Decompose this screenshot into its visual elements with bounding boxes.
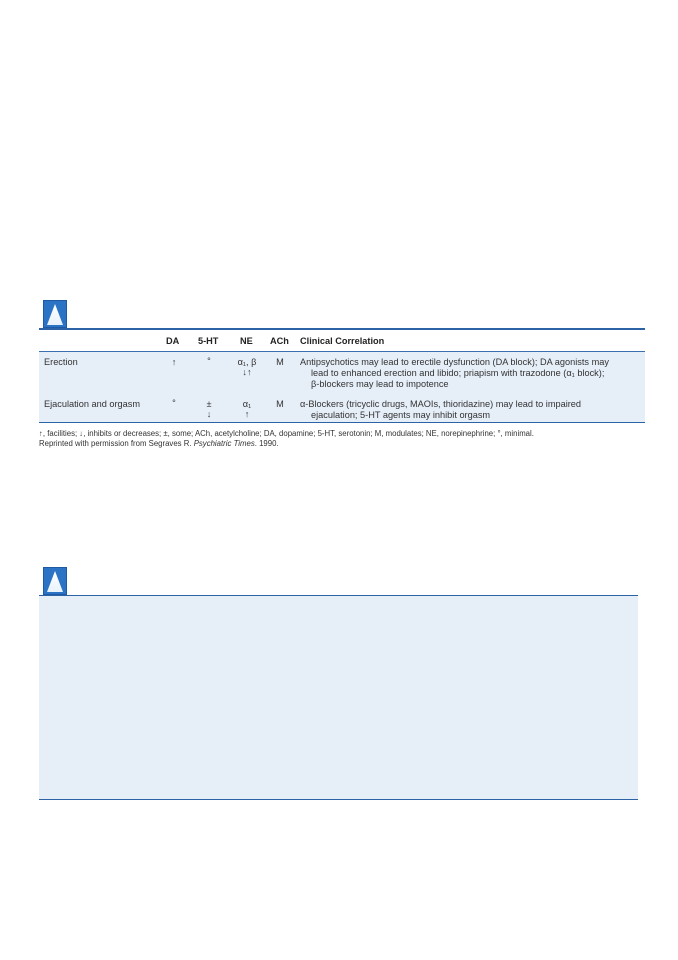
footnote-source-prefix: Reprinted with permission from Segraves R. [39, 438, 194, 448]
empty-table-box [39, 595, 638, 800]
row1-da: ↑ [171, 357, 177, 367]
header-ne: NE [240, 336, 253, 346]
header-clinical-correlation: Clinical Correlation [300, 336, 385, 346]
table-marker-icon [43, 567, 67, 595]
row1-ach: M [276, 357, 284, 367]
row-label-ejaculation: Ejaculation and orgasm [44, 399, 141, 409]
row1-ne-bottom: ↓↑ [242, 367, 252, 377]
row2-da: ° [172, 398, 176, 408]
row2-ach: M [276, 399, 284, 409]
row2-5ht-bottom: ↓ [206, 409, 212, 419]
row-label-erection: Erection [44, 357, 78, 367]
row1-ne-top: α₁, β [237, 357, 257, 367]
row1-correlation-line2: β-blockers may lead to impotence [311, 379, 449, 389]
table-header-row [39, 330, 645, 352]
header-ach: ACh [270, 336, 289, 346]
row1-correlation [300, 357, 622, 390]
neurotransmitter-table [39, 328, 645, 423]
footnote-abbreviations: ↑, facilities; ↓, inhibits or decreases; ±, some; ACh, acetylcholine; DA, dopamine; 5-HT, serotonin; M, modulates; NE, norepinephrine; °, minimal. [39, 429, 534, 438]
row2-ne-top: α₁ [242, 399, 252, 409]
header-da: DA [166, 336, 180, 346]
footnote-source-suffix: . 1990. [254, 438, 279, 448]
row2-correlation-line1: α-Blockers (tricyclic drugs, MAOIs, thioridazine) may lead to impaired ejaculation; 5-HT agents may inhibit orgasm [300, 399, 582, 420]
table-footnote [39, 429, 639, 448]
row2-5ht-top: ± [206, 399, 212, 409]
row1-5ht: ° [207, 356, 211, 366]
header-5ht: 5-HT [198, 336, 219, 346]
footnote-source [39, 439, 639, 449]
row1-correlation-line1: Antipsychotics may lead to erectile dysfunction (DA block); DA agonists may lead to enhanced erection and libido; priapism with trazodone (α₁ block); [300, 357, 609, 378]
footnote-source-journal: Psychiatric Times [193, 438, 255, 448]
row2-ne-bottom: ↑ [244, 409, 250, 419]
table-marker-icon [43, 300, 67, 328]
table-body [39, 352, 645, 422]
row2-correlation [300, 399, 622, 421]
